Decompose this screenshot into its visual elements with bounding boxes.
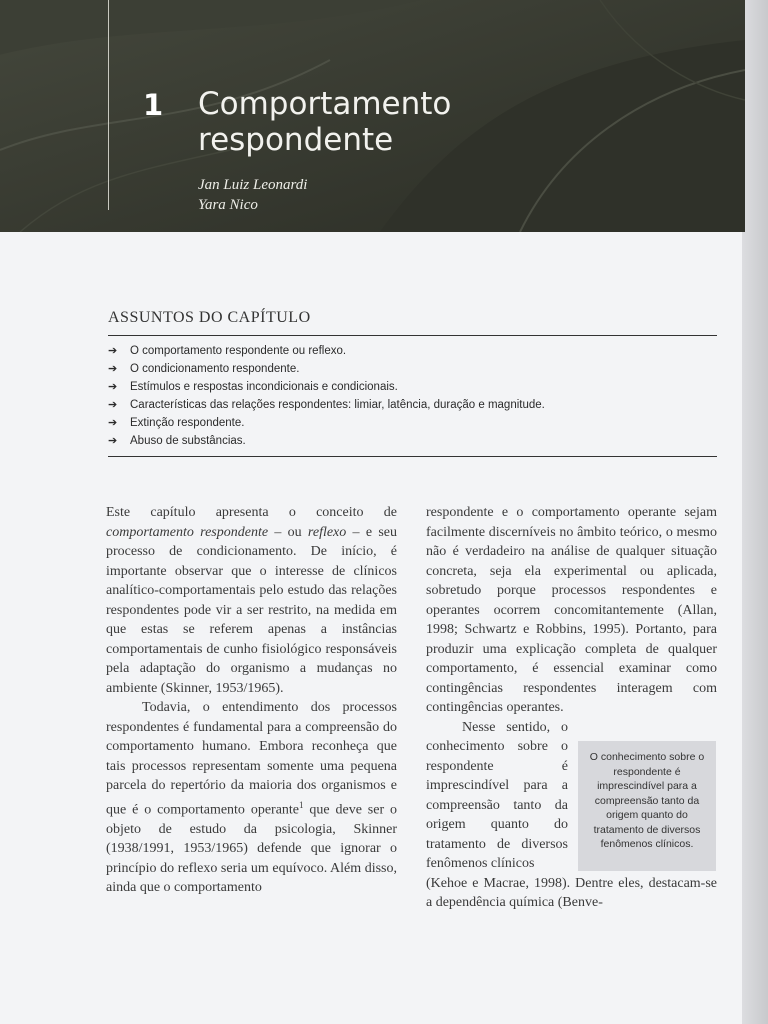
chapter-title-line-1: Comportamento xyxy=(198,86,452,122)
chapter-authors xyxy=(198,175,307,215)
subjects-top-rule xyxy=(108,335,717,336)
arrow-icon: ➔ xyxy=(108,363,118,375)
paragraph-4: Nesse sentido, o conhecimento sobre o respondente é imprescindível para a compreensão tanto da origem quanto do tratamento de diversos fenômenos clínicos (Kehoe e Macrae, 1998). Dentre eles, destacam-se a dependência química (Benve- xyxy=(426,719,717,910)
chapter-title xyxy=(198,86,451,158)
text-column-left xyxy=(106,503,397,898)
chapter-header xyxy=(0,0,745,232)
arrow-icon: ➔ xyxy=(108,399,118,411)
chapter-subjects-heading: ASSUNTOS DO CAPÍTULO xyxy=(108,309,311,326)
chapter-number: 1 xyxy=(143,88,164,122)
subject-item: ➔ Extinção respondente. xyxy=(108,414,717,432)
subject-item: ➔ Estímulos e respostas incondicionais e condicionais. xyxy=(108,378,717,396)
subjects-bottom-rule xyxy=(108,456,717,457)
paragraph-1: Este capítulo apresenta o conceito de comportamento respondente – ou reflexo – e seu processo de condicionamento. De início, é importante observar que o interesse de clínicos analítico-comportamentais pelo estudo das relações respondentes pode vir a ser restrito, na medida em que estas se referem apenas a instâncias comportamentais de cunho fisiológico responsáveis pela adaptação do organismo a mudanças no ambiente (Skinner, 1953/1965). xyxy=(106,505,397,696)
page-edge xyxy=(742,0,768,1024)
pull-quote-text: O conhecimento sobre o respondente é imprescindível para a compreensão tanto da origem quanto do tratamento de diversos fenômenos clínicos. xyxy=(589,751,705,850)
pull-quote-box xyxy=(578,741,716,871)
paragraph-2: Todavia, o entendimento dos processos respondentes é fundamental para a compreensão do comportamento humano. Embora reconheça que tais processos representam somente uma pequena parcela do repertório da maioria dos organismos e que é o comportamento operante$^1$ que deve ser o objeto de estudo da psicologia, Skinner (1938/1991, 1953/1965) defende que ignorar o princípio do reflexo seria um equívoco. Além disso, ainda que o comportamento xyxy=(106,700,398,896)
chapter-title-line-2: respondente xyxy=(198,122,394,158)
arrow-icon: ➔ xyxy=(108,381,118,393)
author-2: Yara Nico xyxy=(198,197,258,213)
footnote-marker: 1 xyxy=(299,799,304,810)
arrow-icon: ➔ xyxy=(108,435,118,447)
header-divider-line xyxy=(108,0,109,210)
subject-item: ➔ Abuso de substâncias. xyxy=(108,432,717,450)
subject-item: ➔ O condicionamento respondente. xyxy=(108,360,717,378)
arrow-icon: ➔ xyxy=(108,345,118,357)
author-1: Jan Luiz Leonardi xyxy=(198,177,308,193)
subject-item: ➔ Características das relações respondentes: limiar, latência, duração e magnitude. xyxy=(108,396,717,414)
chapter-subjects-list xyxy=(108,342,717,450)
paragraph-3: respondente e o comportamento operante sejam facilmente discerníveis no âmbito teórico, o mesmo não é verdadeiro na análise de qualquer situação concreta, seja ela experimental ou aplicada, sobretudo porque processos respondentes e operantes ocorrem concomitantemente (Allan, 1998; Schwartz e Robbins, 1995). Portanto, para produzir uma explicação completa de qualquer comportamento, é essencial examinar como contingências respondentes interagem com contingências operantes. xyxy=(426,505,717,715)
arrow-icon: ➔ xyxy=(108,417,118,429)
subject-item: ➔ O comportamento respondente ou reflexo. xyxy=(108,342,717,360)
